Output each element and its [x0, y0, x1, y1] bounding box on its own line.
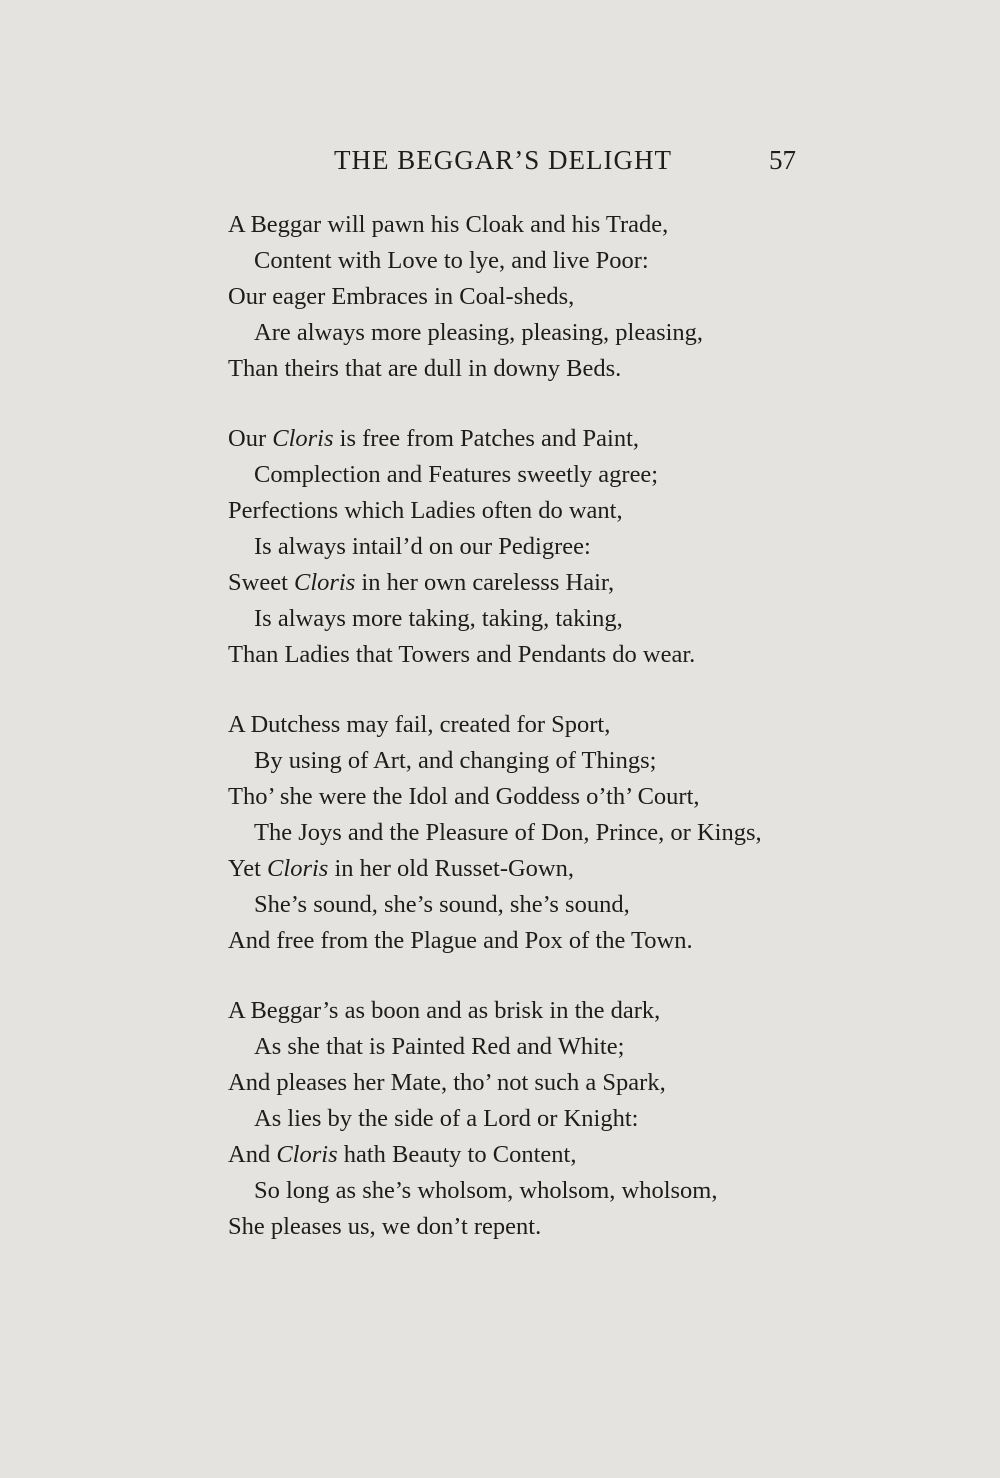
poem-line: And free from the Plague and Pox of the Town.: [228, 927, 693, 954]
poem-line: By using of Art, and changing of Things;: [254, 747, 657, 774]
poem-line: Is always intail’d on our Pedigree:: [254, 533, 591, 560]
page-header: [228, 145, 796, 185]
poem-line: Than Ladies that Towers and Pendants do wear.: [228, 641, 696, 668]
line-text: Yet: [228, 855, 268, 882]
line-text: And: [228, 1141, 277, 1168]
poem-line: As lies by the side of a Lord or Knight:: [254, 1105, 639, 1132]
poem-line: [228, 851, 828, 887]
poem-line: Is always more taking, taking, taking,: [254, 605, 623, 632]
poem-line: [228, 421, 828, 457]
poem-line: Our eager Embraces in Coal-sheds,: [228, 283, 575, 310]
poem-line: The Joys and the Pleasure of Don, Prince, or Kings,: [254, 819, 762, 846]
line-text: is free from Patches and Paint,: [333, 425, 639, 452]
poem-line: Tho’ she were the Idol and Goddess o’th’ Court,: [228, 783, 700, 810]
italic-name: Cloris: [294, 569, 356, 596]
stanza: [228, 993, 828, 1245]
italic-name: Cloris: [267, 855, 329, 882]
poem-line: A Beggar’s as boon and as brisk in the dark,: [228, 997, 661, 1024]
line-text: in her old Russet-Gown,: [328, 855, 574, 882]
line-text: in her own carelesss Hair,: [355, 569, 615, 596]
stanza: [228, 207, 828, 387]
poem-line: [228, 565, 828, 601]
poem-line: She’s sound, she’s sound, she’s sound,: [254, 891, 630, 918]
poem-line: As she that is Painted Red and White;: [254, 1033, 625, 1060]
line-text: Sweet: [228, 569, 294, 596]
poem-line: Are always more pleasing, pleasing, pleasing,: [254, 319, 704, 346]
poem-line: A Dutchess may fail, created for Sport,: [228, 711, 611, 738]
poem-line: [228, 1137, 828, 1173]
running-title: THE BEGGAR’S DELIGHT: [334, 145, 672, 175]
poem-line: Than theirs that are dull in downy Beds.: [228, 355, 622, 382]
poem-line: A Beggar will pawn his Cloak and his Trade,: [228, 211, 669, 238]
stanza: [228, 421, 828, 673]
poem-line: She pleases us, we don’t repent.: [228, 1213, 542, 1240]
poem-line: Content with Love to lye, and live Poor:: [254, 247, 649, 274]
poem-line: Perfections which Ladies often do want,: [228, 497, 623, 524]
italic-name: Cloris: [272, 425, 334, 452]
line-text: Our: [228, 425, 273, 452]
poem-line: Complection and Features sweetly agree;: [254, 461, 659, 488]
poem: [228, 207, 828, 1245]
poem-line: So long as she’s wholsom, wholsom, wholsom,: [254, 1177, 718, 1204]
poem-line: And pleases her Mate, tho’ not such a Spark,: [228, 1069, 666, 1096]
line-text: hath Beauty to Content,: [337, 1141, 577, 1168]
page-number: 57: [769, 145, 796, 175]
italic-name: Cloris: [276, 1141, 338, 1168]
stanza: [228, 707, 828, 959]
